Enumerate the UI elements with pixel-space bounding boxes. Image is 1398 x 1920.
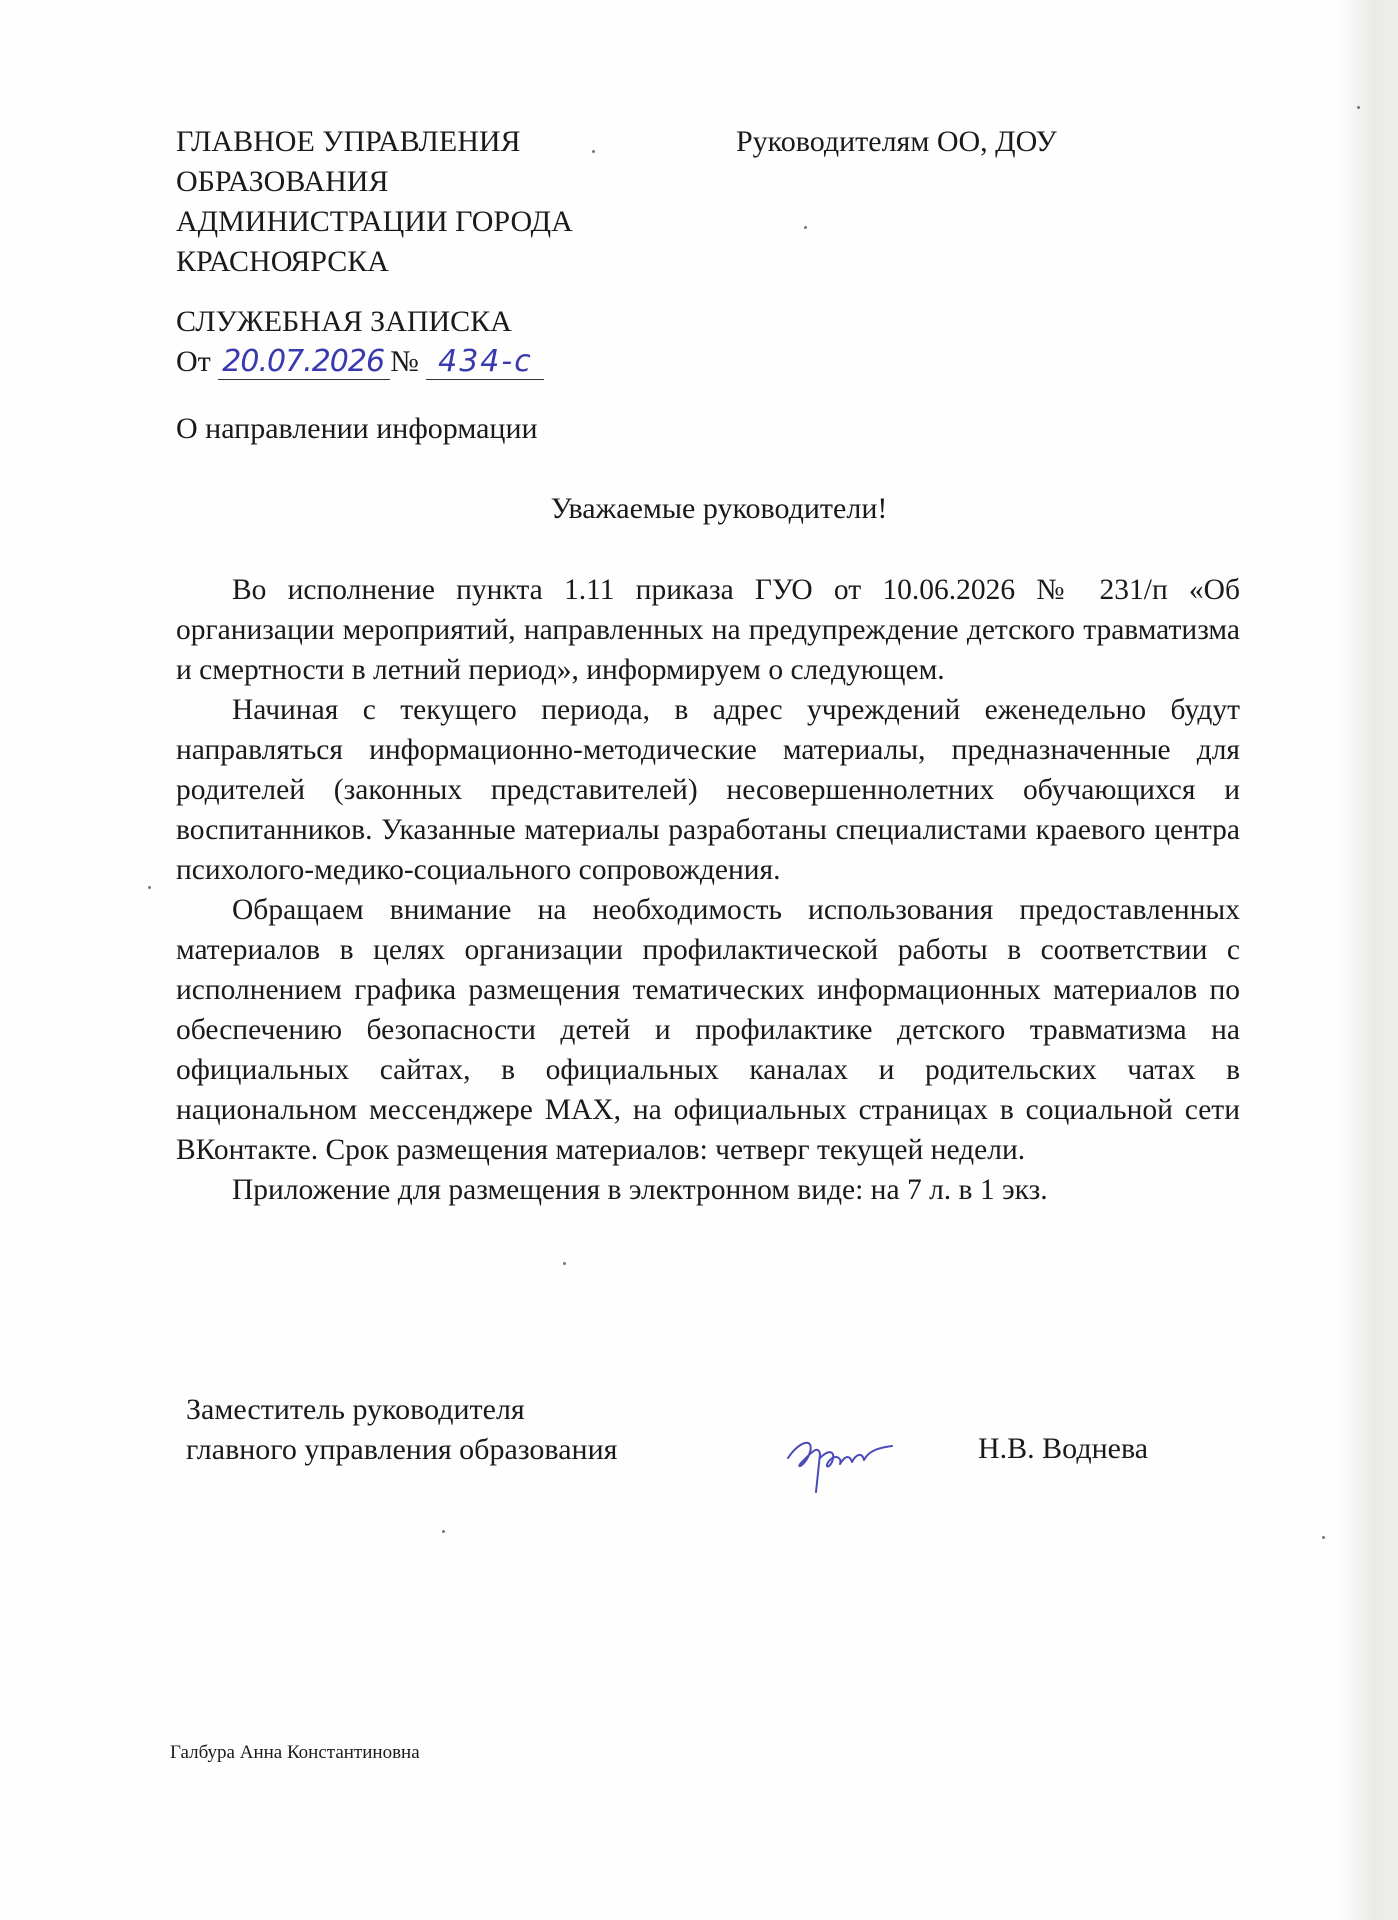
memo-number-handwritten: 434-с: [426, 345, 544, 380]
organization-header: [176, 122, 646, 282]
memo-body: [176, 570, 1240, 1210]
scan-speck: [563, 1262, 566, 1265]
org-line: ОБРАЗОВАНИЯ: [176, 165, 389, 198]
scan-speck: [804, 226, 807, 229]
memo-block: [176, 302, 544, 382]
subject-line: О направлении информации: [176, 412, 538, 445]
scan-speck: [442, 1530, 445, 1533]
attachment-note: Приложение для размещения в электронном виде: на 7 л. в 1 экз.: [232, 1174, 1048, 1206]
scan-speck: [1322, 1536, 1325, 1539]
recipient: Руководителям ОО, ДОУ: [736, 125, 1057, 158]
position-line: главного управления образования: [186, 1433, 618, 1466]
position-line: Заместитель руководителя: [186, 1393, 525, 1426]
scan-speck: [1357, 106, 1360, 109]
memo-date-handwritten: 20.07.2026: [218, 345, 390, 380]
signer-name: Н.В. Воднева: [978, 1432, 1149, 1465]
body-paragraph: Начиная с текущего периода, в адрес учреждений еженедельно будут направляться информационно-методические материалы, предназначенные для родителей (законных представителей) несовершеннолетних обучающихся и воспитанников. Указанные материалы разработаны специалистами краевого центра психолого-медико-социального сопровождения.: [176, 694, 1240, 886]
body-paragraph: Во исполнение пункта 1.11 приказа ГУО от 10.06.2026 № 231/п «Об организации мероприятий, направленных на предупреждение детского травматизма и смертности в летний период», информируем о следующем.: [176, 574, 1240, 686]
date-prefix: От: [176, 345, 211, 378]
org-line: АДМИНИСТРАЦИИ ГОРОДА: [176, 205, 573, 238]
memo-date-number-line: [176, 342, 544, 382]
executor-name: Галбура Анна Константиновна: [170, 1742, 420, 1763]
number-prefix: №: [390, 345, 419, 378]
scan-speck: [148, 886, 151, 889]
org-line: КРАСНОЯРСКА: [176, 245, 389, 278]
signatory-position: [186, 1390, 617, 1470]
body-paragraph: Обращаем внимание на необходимость использования предоставленных материалов в целях организации профилактической работы в соответствии с исполнением графика размещения тематических информационных материалов по обеспечению безопасности детей и профилактике детского травматизма на официальных сайтах, в официальных каналах и родительских чатах в национальном мессенджере MAX, на официальных страницах в социальной сети ВКонтакте. Срок размещения материалов: четверг текущей недели.: [176, 894, 1240, 1166]
greeting: [0, 492, 1398, 526]
scan-edge-shadow: [1338, 0, 1398, 1920]
memo-title: СЛУЖЕБНАЯ ЗАПИСКА: [176, 305, 512, 338]
org-line: ГЛАВНОЕ УПРАВЛЕНИЯ: [176, 125, 521, 158]
greeting-text: Уважаемые руководители!: [550, 492, 888, 525]
handwritten-signature: [780, 1418, 900, 1498]
